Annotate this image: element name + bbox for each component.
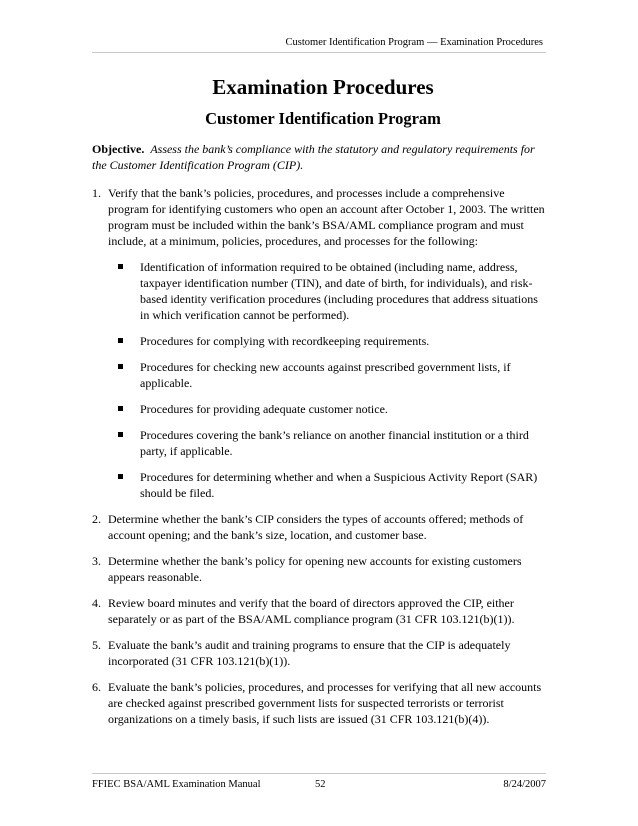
bullet-item (116, 401, 546, 417)
procedure-step (92, 595, 546, 627)
bullet-text: Procedures for providing adequate customer notice. (140, 402, 388, 416)
step-number: 4. (92, 596, 101, 610)
step-number: 6. (92, 680, 101, 694)
footer-date: 8/24/2007 (503, 779, 546, 790)
page-subtitle: Customer Identification Program (205, 109, 441, 128)
square-bullet-icon (118, 432, 123, 437)
bullet-text: Procedures for determining whether and when a Suspicious Activity Report (SAR) should be filed. (140, 470, 538, 500)
running-header: Customer Identification Program — Examination Procedures (285, 37, 543, 48)
step-text: Evaluate the bank’s policies, procedures, and processes for verifying that all new accounts are checked against prescribed government lists for suspected terrorists or terrorist organizations on a timely basis, if such lists are issued (31 CFR 103.121(b)(4)). (108, 680, 542, 726)
step-number: 2. (92, 512, 101, 526)
bullet-text: Procedures for complying with recordkeeping requirements. (140, 334, 430, 348)
square-bullet-icon (118, 406, 123, 411)
footer-divider (92, 773, 546, 774)
step-text: Verify that the bank’s policies, procedures, and processes include a comprehensive program for identifying customers who open an account after October 1, 2003. The written program must be included within the bank’s BSA/AML compliance program and must include, at a minimum, policies, procedures, and processes for the following: (108, 186, 545, 248)
bullet-item (116, 359, 546, 391)
objective-paragraph (92, 141, 546, 173)
procedure-step (92, 511, 546, 543)
step-text: Evaluate the bank’s audit and training programs to ensure that the CIP is adequately incorporated (31 CFR 103.121(b)(1)). (108, 638, 511, 668)
bullet-text: Procedures for checking new accounts against prescribed government lists, if applicable. (140, 360, 511, 390)
header-divider (92, 52, 546, 53)
square-bullet-icon (118, 338, 123, 343)
step-number: 3. (92, 554, 101, 568)
bullet-item (116, 469, 546, 501)
bullet-text: Procedures covering the bank’s reliance on another financial institution or a third party, if applicable. (140, 428, 529, 458)
bullet-item (116, 259, 546, 323)
step-number: 1. (92, 186, 101, 200)
step-text: Determine whether the bank’s CIP considers the types of accounts offered; methods of account opening; and the bank’s size, location, and customer base. (108, 512, 524, 542)
procedure-step (92, 637, 546, 669)
square-bullet-icon (118, 474, 123, 479)
square-bullet-icon (118, 364, 123, 369)
square-bullet-icon (118, 264, 123, 269)
procedure-step (92, 679, 546, 727)
objective-label: Objective. (92, 142, 145, 156)
requirement-bullet-list (108, 259, 546, 501)
step-number: 5. (92, 638, 101, 652)
bullet-text: Identification of information required to be obtained (including name, address, taxpayer identification number (TIN), and date of birth, for individuals), and risk-based identity verification procedures (including procedures that address situations in which verification cannot be performed). (140, 260, 538, 322)
page-number: 52 (315, 779, 326, 790)
objective-text: Assess the bank’s compliance with the statutory and regulatory requirements for the Customer Identification Program (CIP). (92, 142, 535, 172)
bullet-item (116, 333, 546, 349)
bullet-item (116, 427, 546, 459)
footer-manual-title: FFIEC BSA/AML Examination Manual (92, 779, 261, 790)
procedure-step (92, 185, 546, 501)
step-text: Review board minutes and verify that the board of directors approved the CIP, either separately or as part of the BSA/AML compliance program (31 CFR 103.121(b)(1)). (108, 596, 515, 626)
procedure-list (92, 185, 546, 727)
step-text: Determine whether the bank’s policy for opening new accounts for existing customers appears reasonable. (108, 554, 522, 584)
page-title: Examination Procedures (212, 75, 434, 99)
procedure-step (92, 553, 546, 585)
page-body (92, 74, 546, 737)
